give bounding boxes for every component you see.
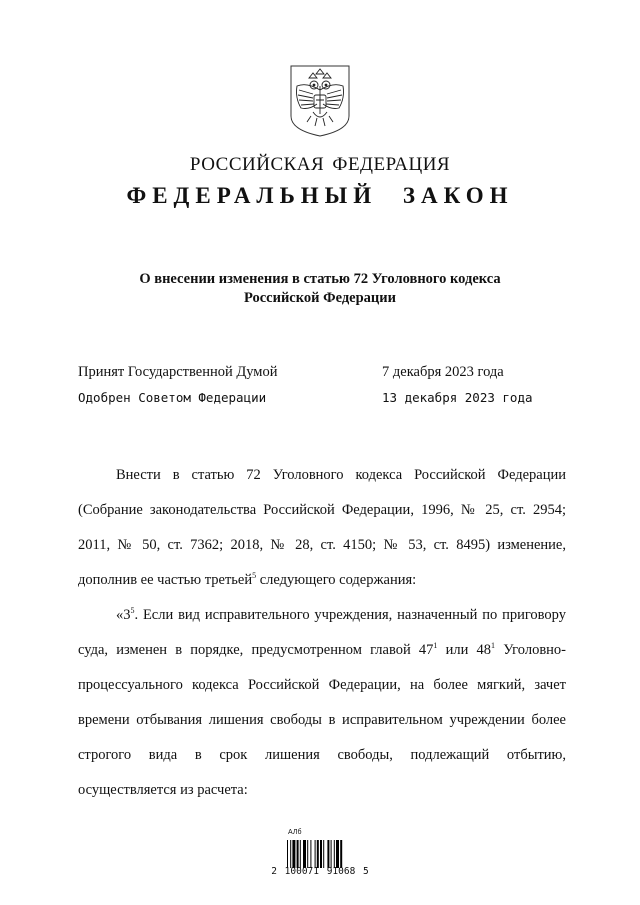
superscript: 5	[130, 606, 135, 616]
paragraph-text: Уголовно-процессуального кодекса Российской Федерации, на более мягкий, зачет времени отбывания лишения свободы в исправительном учреждении более строгого вида в срок лишения свободы, подлежащий отбытию, осуществляется из расчета:	[78, 642, 567, 798]
duma-adoption-label: Принят Государственной Думой	[78, 364, 278, 380]
paragraph-amendment	[78, 458, 566, 598]
paragraph-text: или 48	[437, 642, 492, 658]
council-approval-date: 13 декабря 2023 года	[382, 390, 533, 405]
superscript: 1	[433, 641, 438, 651]
signature-stamp: АЛб	[288, 829, 302, 836]
law-title-line-1: О внесении изменения в статью 72 Уголовного кодекса	[139, 271, 501, 287]
law-body	[78, 458, 566, 808]
duma-adoption-date: 7 декабря 2023 года	[382, 364, 504, 380]
superscript: 5	[252, 571, 257, 581]
paragraph-part-3-5	[78, 598, 566, 808]
barcode-number: 2 100071 91068 5	[271, 866, 369, 877]
council-approval-label: Одобрен Советом Федерации	[78, 390, 267, 405]
paragraph-amendment-text: Внести в статью 72 Уголовного кодекса Российской Федерации (Собрание законодательства Российской Федерации, 1996, № 25, ст. 2954; 2011, № 50, ст. 7362; 2018, № 28, ст. 4150; № 53, ст. 8495) изменение, дополнив ее частью третьей	[78, 467, 566, 588]
law-title	[0, 270, 640, 308]
paragraph-text: . Если вид исправительного учреждения, назначенный по приговору суда, изменен в порядке, предусмотренном главой 47	[78, 607, 566, 658]
coat-of-arms-icon	[287, 64, 353, 138]
paragraph-amendment-tail: следующего содержания:	[256, 572, 417, 588]
superscript: 1	[491, 641, 496, 651]
country-heading: РОССИЙСКАЯ ФЕДЕРАЦИЯ	[189, 154, 451, 175]
document-type-heading: ФЕДЕРАЛЬНЫЙ ЗАКОН	[126, 183, 514, 208]
barcode-icon	[287, 840, 365, 868]
part-number: «3	[116, 607, 131, 623]
law-title-line-2: Российской Федерации	[243, 290, 396, 306]
